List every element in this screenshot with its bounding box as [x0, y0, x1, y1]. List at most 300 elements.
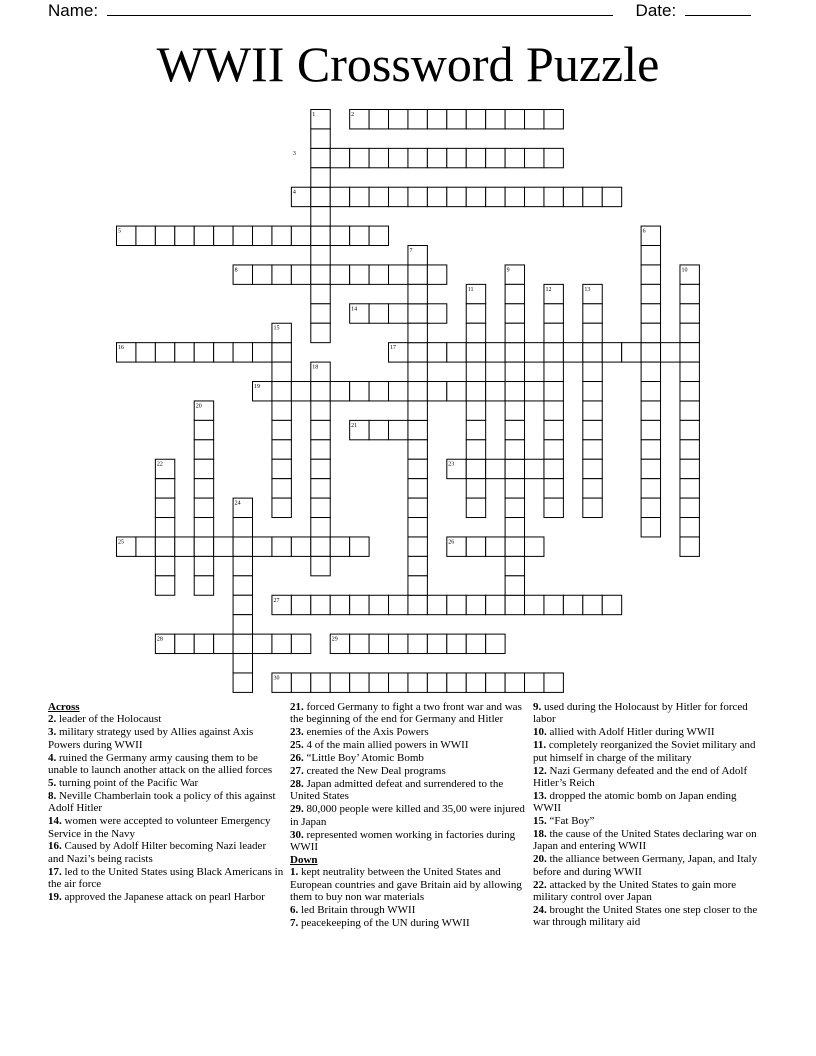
grid-cell[interactable] — [466, 110, 485, 129]
grid-cell[interactable] — [505, 148, 524, 167]
grid-cell[interactable] — [253, 634, 272, 653]
grid-cell[interactable] — [311, 479, 330, 498]
grid-cell[interactable] — [311, 459, 330, 478]
grid-cell[interactable] — [330, 595, 349, 614]
grid-cell[interactable] — [680, 362, 699, 381]
grid-cell[interactable] — [466, 498, 485, 517]
grid-cell[interactable] — [525, 537, 544, 556]
grid-cell[interactable] — [194, 537, 213, 556]
grid-cell[interactable] — [350, 226, 369, 245]
grid-cell[interactable] — [680, 459, 699, 478]
grid-cell[interactable] — [330, 382, 349, 401]
grid-cell[interactable] — [583, 440, 602, 459]
grid-cell[interactable] — [369, 595, 388, 614]
grid-cell[interactable] — [505, 110, 524, 129]
grid-cell[interactable] — [466, 634, 485, 653]
grid-cell[interactable] — [194, 498, 213, 517]
grid-cell[interactable] — [272, 537, 291, 556]
grid-cell[interactable] — [272, 226, 291, 245]
grid-cell[interactable] — [505, 382, 524, 401]
grid-cell[interactable] — [466, 440, 485, 459]
grid-cell[interactable] — [350, 537, 369, 556]
grid-cell[interactable] — [544, 148, 563, 167]
grid-cell[interactable] — [155, 479, 174, 498]
grid-cell[interactable] — [486, 110, 505, 129]
grid-cell[interactable] — [272, 498, 291, 517]
grid-cell[interactable] — [505, 304, 524, 323]
grid-cell[interactable] — [505, 459, 524, 478]
grid-cell[interactable] — [466, 382, 485, 401]
grid-cell[interactable] — [583, 323, 602, 342]
grid-cell[interactable] — [427, 110, 446, 129]
clue-number: 21. — [290, 701, 304, 713]
grid-cell[interactable] — [311, 518, 330, 537]
grid-cell[interactable] — [136, 226, 155, 245]
grid-cell[interactable] — [505, 479, 524, 498]
grid-cell[interactable] — [641, 362, 660, 381]
grid-cell[interactable] — [311, 323, 330, 342]
grid-cell[interactable] — [136, 343, 155, 362]
grid-cell[interactable] — [486, 382, 505, 401]
grid-cell[interactable] — [408, 459, 427, 478]
grid-cell[interactable] — [680, 498, 699, 517]
grid-cell[interactable] — [447, 634, 466, 653]
grid-cell[interactable] — [311, 226, 330, 245]
grid-cell[interactable] — [291, 226, 310, 245]
grid-cell[interactable] — [194, 420, 213, 439]
grid-cell[interactable] — [272, 479, 291, 498]
grid-cell[interactable] — [272, 440, 291, 459]
grid-cell[interactable] — [175, 634, 194, 653]
grid-cell[interactable] — [486, 595, 505, 614]
grid-cell[interactable] — [291, 537, 310, 556]
grid-cell[interactable] — [272, 401, 291, 420]
grid-cell[interactable] — [233, 518, 252, 537]
grid-cell[interactable] — [389, 595, 408, 614]
grid-cell[interactable] — [680, 479, 699, 498]
date-label: Date: — [635, 1, 677, 20]
grid-cell[interactable] — [311, 265, 330, 284]
grid-cell[interactable] — [233, 556, 252, 575]
grid-cell[interactable] — [544, 459, 563, 478]
grid-cell[interactable] — [369, 420, 388, 439]
grid-cell[interactable] — [680, 440, 699, 459]
grid-cell[interactable] — [466, 343, 485, 362]
grid-cell[interactable] — [505, 401, 524, 420]
grid-cell[interactable] — [641, 459, 660, 478]
grid-cell[interactable] — [330, 265, 349, 284]
grid-cell[interactable] — [641, 518, 660, 537]
grid-cell[interactable] — [583, 420, 602, 439]
grid-cell[interactable] — [447, 187, 466, 206]
grid-cell[interactable] — [194, 518, 213, 537]
grid-cell[interactable] — [466, 304, 485, 323]
grid-cell[interactable] — [505, 518, 524, 537]
grid-cell[interactable] — [389, 265, 408, 284]
grid-cell[interactable] — [389, 304, 408, 323]
grid-cell[interactable] — [194, 459, 213, 478]
grid-cell[interactable] — [680, 284, 699, 303]
grid-cell[interactable] — [369, 148, 388, 167]
grid-cell[interactable] — [544, 673, 563, 692]
grid-cell[interactable] — [408, 187, 427, 206]
grid-cell[interactable] — [602, 187, 621, 206]
grid-cell[interactable] — [408, 284, 427, 303]
grid-cell[interactable] — [291, 634, 310, 653]
grid-cell[interactable] — [641, 246, 660, 265]
grid-cell[interactable] — [194, 226, 213, 245]
grid-cell[interactable] — [408, 673, 427, 692]
grid-cell[interactable] — [408, 595, 427, 614]
grid-cell[interactable] — [408, 634, 427, 653]
grid-cell[interactable] — [641, 420, 660, 439]
grid-cell[interactable] — [583, 382, 602, 401]
grid-cell[interactable] — [311, 537, 330, 556]
grid-cell[interactable] — [447, 148, 466, 167]
grid-cell[interactable] — [408, 265, 427, 284]
grid-cell[interactable] — [408, 323, 427, 342]
grid-cell[interactable] — [408, 401, 427, 420]
grid-cell[interactable] — [505, 595, 524, 614]
clue-item — [290, 829, 526, 854]
grid-cell[interactable] — [408, 148, 427, 167]
grid-cell[interactable] — [233, 537, 252, 556]
grid-cell[interactable] — [486, 343, 505, 362]
grid-cell[interactable] — [369, 187, 388, 206]
grid-cell[interactable] — [641, 343, 660, 362]
grid-cell[interactable] — [525, 187, 544, 206]
grid-cell[interactable] — [233, 343, 252, 362]
grid-cell[interactable] — [408, 362, 427, 381]
grid-cell[interactable] — [175, 537, 194, 556]
grid-cell[interactable] — [505, 498, 524, 517]
grid-cell[interactable] — [214, 634, 233, 653]
grid-cell[interactable] — [311, 148, 330, 167]
grid-cell[interactable] — [350, 187, 369, 206]
grid-cell[interactable] — [408, 420, 427, 439]
grid-cell[interactable] — [447, 595, 466, 614]
grid-cell[interactable] — [447, 343, 466, 362]
grid-cell[interactable] — [505, 343, 524, 362]
grid-cell[interactable] — [641, 382, 660, 401]
grid-cell[interactable] — [680, 304, 699, 323]
grid-cell[interactable] — [311, 284, 330, 303]
grid-cell[interactable] — [544, 420, 563, 439]
grid-cell[interactable] — [350, 382, 369, 401]
grid-cell[interactable] — [525, 595, 544, 614]
grid-cell[interactable] — [544, 498, 563, 517]
grid-cell[interactable] — [369, 226, 388, 245]
grid-cell[interactable] — [466, 537, 485, 556]
grid-cell[interactable] — [680, 537, 699, 556]
grid-cell[interactable] — [505, 362, 524, 381]
grid-cell[interactable] — [505, 284, 524, 303]
grid-cell[interactable] — [408, 382, 427, 401]
grid-cell[interactable] — [155, 343, 174, 362]
grid-cell[interactable] — [641, 440, 660, 459]
grid-cell[interactable] — [661, 343, 680, 362]
grid-cell[interactable] — [369, 634, 388, 653]
grid-cell[interactable] — [214, 537, 233, 556]
grid-cell[interactable] — [330, 187, 349, 206]
grid-cell[interactable] — [369, 304, 388, 323]
grid-cell[interactable] — [175, 226, 194, 245]
grid-cell[interactable] — [155, 226, 174, 245]
grid-cell[interactable] — [583, 343, 602, 362]
grid-cell[interactable] — [525, 673, 544, 692]
grid-cell[interactable] — [486, 148, 505, 167]
grid-cell[interactable] — [350, 265, 369, 284]
grid-cell[interactable] — [311, 673, 330, 692]
grid-cell[interactable] — [466, 479, 485, 498]
grid-cell[interactable] — [389, 110, 408, 129]
grid-cell[interactable] — [544, 110, 563, 129]
grid-cell[interactable] — [680, 343, 699, 362]
grid-cell[interactable] — [194, 343, 213, 362]
grid-cell[interactable] — [486, 187, 505, 206]
grid-cell[interactable] — [389, 187, 408, 206]
grid-cell[interactable] — [447, 110, 466, 129]
grid-cell[interactable] — [525, 110, 544, 129]
grid-cell[interactable] — [641, 304, 660, 323]
grid-cell[interactable] — [389, 382, 408, 401]
grid-cell[interactable] — [136, 537, 155, 556]
grid-cell[interactable] — [311, 207, 330, 226]
grid-cell[interactable] — [311, 129, 330, 148]
grid-cell[interactable] — [233, 673, 252, 692]
grid-cell[interactable] — [466, 595, 485, 614]
grid-cell[interactable] — [544, 440, 563, 459]
grid-cell[interactable] — [544, 187, 563, 206]
grid-cell[interactable] — [155, 498, 174, 517]
grid-cell[interactable] — [544, 595, 563, 614]
grid-cell[interactable] — [583, 362, 602, 381]
grid-cell[interactable] — [233, 654, 252, 673]
grid-cell[interactable] — [272, 634, 291, 653]
grid-cell[interactable] — [155, 576, 174, 595]
grid-cell[interactable] — [272, 362, 291, 381]
grid-cell[interactable] — [486, 634, 505, 653]
grid-cell[interactable] — [272, 265, 291, 284]
grid-cell[interactable] — [311, 187, 330, 206]
grid-cell[interactable] — [563, 343, 582, 362]
grid-cell[interactable] — [525, 382, 544, 401]
grid-cell[interactable] — [447, 382, 466, 401]
grid-cell[interactable] — [466, 362, 485, 381]
grid-cell[interactable] — [175, 343, 194, 362]
grid-cell[interactable] — [253, 537, 272, 556]
grid-cell[interactable] — [602, 343, 621, 362]
grid-cell[interactable] — [291, 265, 310, 284]
grid-cell[interactable] — [389, 148, 408, 167]
grid-cell[interactable] — [408, 556, 427, 575]
grid-cell[interactable] — [505, 673, 524, 692]
grid-cell[interactable] — [641, 323, 660, 342]
grid-cell[interactable] — [291, 382, 310, 401]
grid-cell[interactable] — [408, 498, 427, 517]
grid-cell[interactable] — [369, 382, 388, 401]
grid-cell[interactable] — [427, 382, 446, 401]
grid-cell[interactable] — [641, 479, 660, 498]
grid-cell[interactable] — [583, 304, 602, 323]
grid-cell[interactable] — [350, 673, 369, 692]
grid-cell[interactable] — [408, 518, 427, 537]
grid-cell[interactable] — [427, 304, 446, 323]
grid-cell[interactable] — [583, 479, 602, 498]
grid-cell[interactable] — [583, 187, 602, 206]
grid-cell[interactable] — [253, 343, 272, 362]
grid-cell[interactable] — [505, 323, 524, 342]
grid-cell[interactable] — [291, 595, 310, 614]
grid-cell[interactable] — [408, 110, 427, 129]
grid-cell[interactable] — [641, 284, 660, 303]
clue-number: 26. — [290, 752, 304, 765]
grid-cell[interactable] — [641, 265, 660, 284]
grid-cell[interactable] — [680, 401, 699, 420]
grid-cell[interactable] — [544, 304, 563, 323]
grid-cell[interactable] — [194, 576, 213, 595]
grid-cell[interactable] — [525, 148, 544, 167]
grid-cell[interactable] — [369, 110, 388, 129]
grid-cell[interactable] — [155, 518, 174, 537]
grid-cell[interactable] — [466, 148, 485, 167]
grid-cell[interactable] — [311, 420, 330, 439]
grid-cell[interactable] — [427, 265, 446, 284]
grid-cell[interactable] — [447, 673, 466, 692]
grid-cell[interactable] — [272, 459, 291, 478]
grid-cell[interactable] — [311, 401, 330, 420]
grid-cell[interactable] — [427, 148, 446, 167]
grid-cell[interactable] — [311, 382, 330, 401]
grid-cell[interactable] — [427, 595, 446, 614]
grid-cell[interactable] — [272, 420, 291, 439]
grid-cell[interactable] — [427, 187, 446, 206]
grid-cell[interactable] — [525, 459, 544, 478]
grid-cell[interactable] — [486, 459, 505, 478]
grid-cell[interactable] — [214, 226, 233, 245]
grid-cell[interactable] — [253, 226, 272, 245]
grid-cell[interactable] — [155, 556, 174, 575]
grid-cell[interactable] — [427, 343, 446, 362]
grid-cell[interactable] — [486, 673, 505, 692]
grid-cell[interactable] — [641, 401, 660, 420]
grid-cell[interactable] — [680, 323, 699, 342]
grid-cell[interactable] — [466, 459, 485, 478]
grid-cell[interactable] — [427, 673, 446, 692]
grid-cell[interactable] — [311, 440, 330, 459]
clue-text: brought the United States one step closer to the war through military aid — [533, 904, 758, 929]
grid-cell[interactable] — [194, 440, 213, 459]
grid-cell[interactable] — [194, 479, 213, 498]
grid-cell[interactable] — [505, 440, 524, 459]
grid-cell[interactable] — [563, 595, 582, 614]
grid-cell[interactable] — [680, 420, 699, 439]
grid-cell[interactable] — [350, 595, 369, 614]
grid-cell[interactable] — [350, 148, 369, 167]
grid-cell[interactable] — [602, 595, 621, 614]
grid-cell[interactable] — [369, 265, 388, 284]
grid-cell[interactable] — [389, 420, 408, 439]
grid-cell[interactable] — [233, 595, 252, 614]
grid-cell[interactable] — [505, 420, 524, 439]
grid-cell[interactable] — [505, 537, 524, 556]
grid-cell[interactable] — [214, 343, 233, 362]
grid-cell[interactable] — [311, 498, 330, 517]
grid-cell[interactable] — [194, 556, 213, 575]
grid-cell[interactable] — [311, 304, 330, 323]
grid-cell[interactable] — [311, 246, 330, 265]
grid-cell[interactable] — [583, 498, 602, 517]
grid-cell[interactable] — [505, 576, 524, 595]
grid-cell[interactable] — [544, 343, 563, 362]
grid-cell[interactable] — [408, 304, 427, 323]
grid-cell[interactable] — [466, 401, 485, 420]
grid-cell[interactable] — [389, 673, 408, 692]
grid-cell[interactable] — [680, 382, 699, 401]
grid-cell[interactable] — [233, 615, 252, 634]
grid-cell[interactable] — [408, 576, 427, 595]
grid-cell[interactable] — [408, 343, 427, 362]
grid-cell[interactable] — [680, 518, 699, 537]
grid-cell[interactable] — [389, 634, 408, 653]
grid-cell[interactable] — [544, 401, 563, 420]
grid-cell[interactable] — [408, 537, 427, 556]
grid-cell[interactable] — [369, 673, 388, 692]
grid-cell[interactable] — [563, 187, 582, 206]
clue-number: 6. — [290, 904, 299, 916]
grid-cell[interactable] — [466, 420, 485, 439]
grid-cell[interactable] — [583, 459, 602, 478]
grid-cell[interactable] — [505, 187, 524, 206]
grid-cell[interactable] — [253, 265, 272, 284]
grid-cell[interactable] — [525, 343, 544, 362]
grid-cell[interactable] — [272, 382, 291, 401]
grid-cell[interactable] — [330, 226, 349, 245]
grid-cell[interactable] — [330, 537, 349, 556]
grid-cell[interactable] — [233, 576, 252, 595]
grid-cell[interactable] — [194, 634, 213, 653]
grid-cell[interactable] — [155, 537, 174, 556]
grid-cell[interactable] — [544, 362, 563, 381]
grid-cell[interactable] — [544, 479, 563, 498]
grid-cell[interactable] — [408, 479, 427, 498]
grid-cell[interactable] — [350, 634, 369, 653]
cell-number: 26 — [448, 539, 455, 546]
grid-cell[interactable] — [311, 556, 330, 575]
grid-cell[interactable] — [233, 226, 252, 245]
grid-cell[interactable] — [408, 440, 427, 459]
grid-cell[interactable] — [505, 556, 524, 575]
grid-cell[interactable] — [291, 673, 310, 692]
grid-cell[interactable] — [233, 634, 252, 653]
grid-cell[interactable] — [583, 401, 602, 420]
grid-cell[interactable] — [486, 537, 505, 556]
grid-cell[interactable] — [311, 168, 330, 187]
grid-cell[interactable] — [622, 343, 641, 362]
grid-cell[interactable] — [272, 343, 291, 362]
grid-cell[interactable] — [583, 595, 602, 614]
grid-cell[interactable] — [311, 595, 330, 614]
grid-cell[interactable] — [466, 673, 485, 692]
grid-cell[interactable] — [544, 323, 563, 342]
grid-cell[interactable] — [466, 187, 485, 206]
grid-cell[interactable] — [330, 673, 349, 692]
grid-cell[interactable] — [330, 148, 349, 167]
grid-cell[interactable] — [466, 323, 485, 342]
grid-cell[interactable] — [641, 498, 660, 517]
grid-cell[interactable] — [544, 382, 563, 401]
grid-cell[interactable] — [427, 634, 446, 653]
